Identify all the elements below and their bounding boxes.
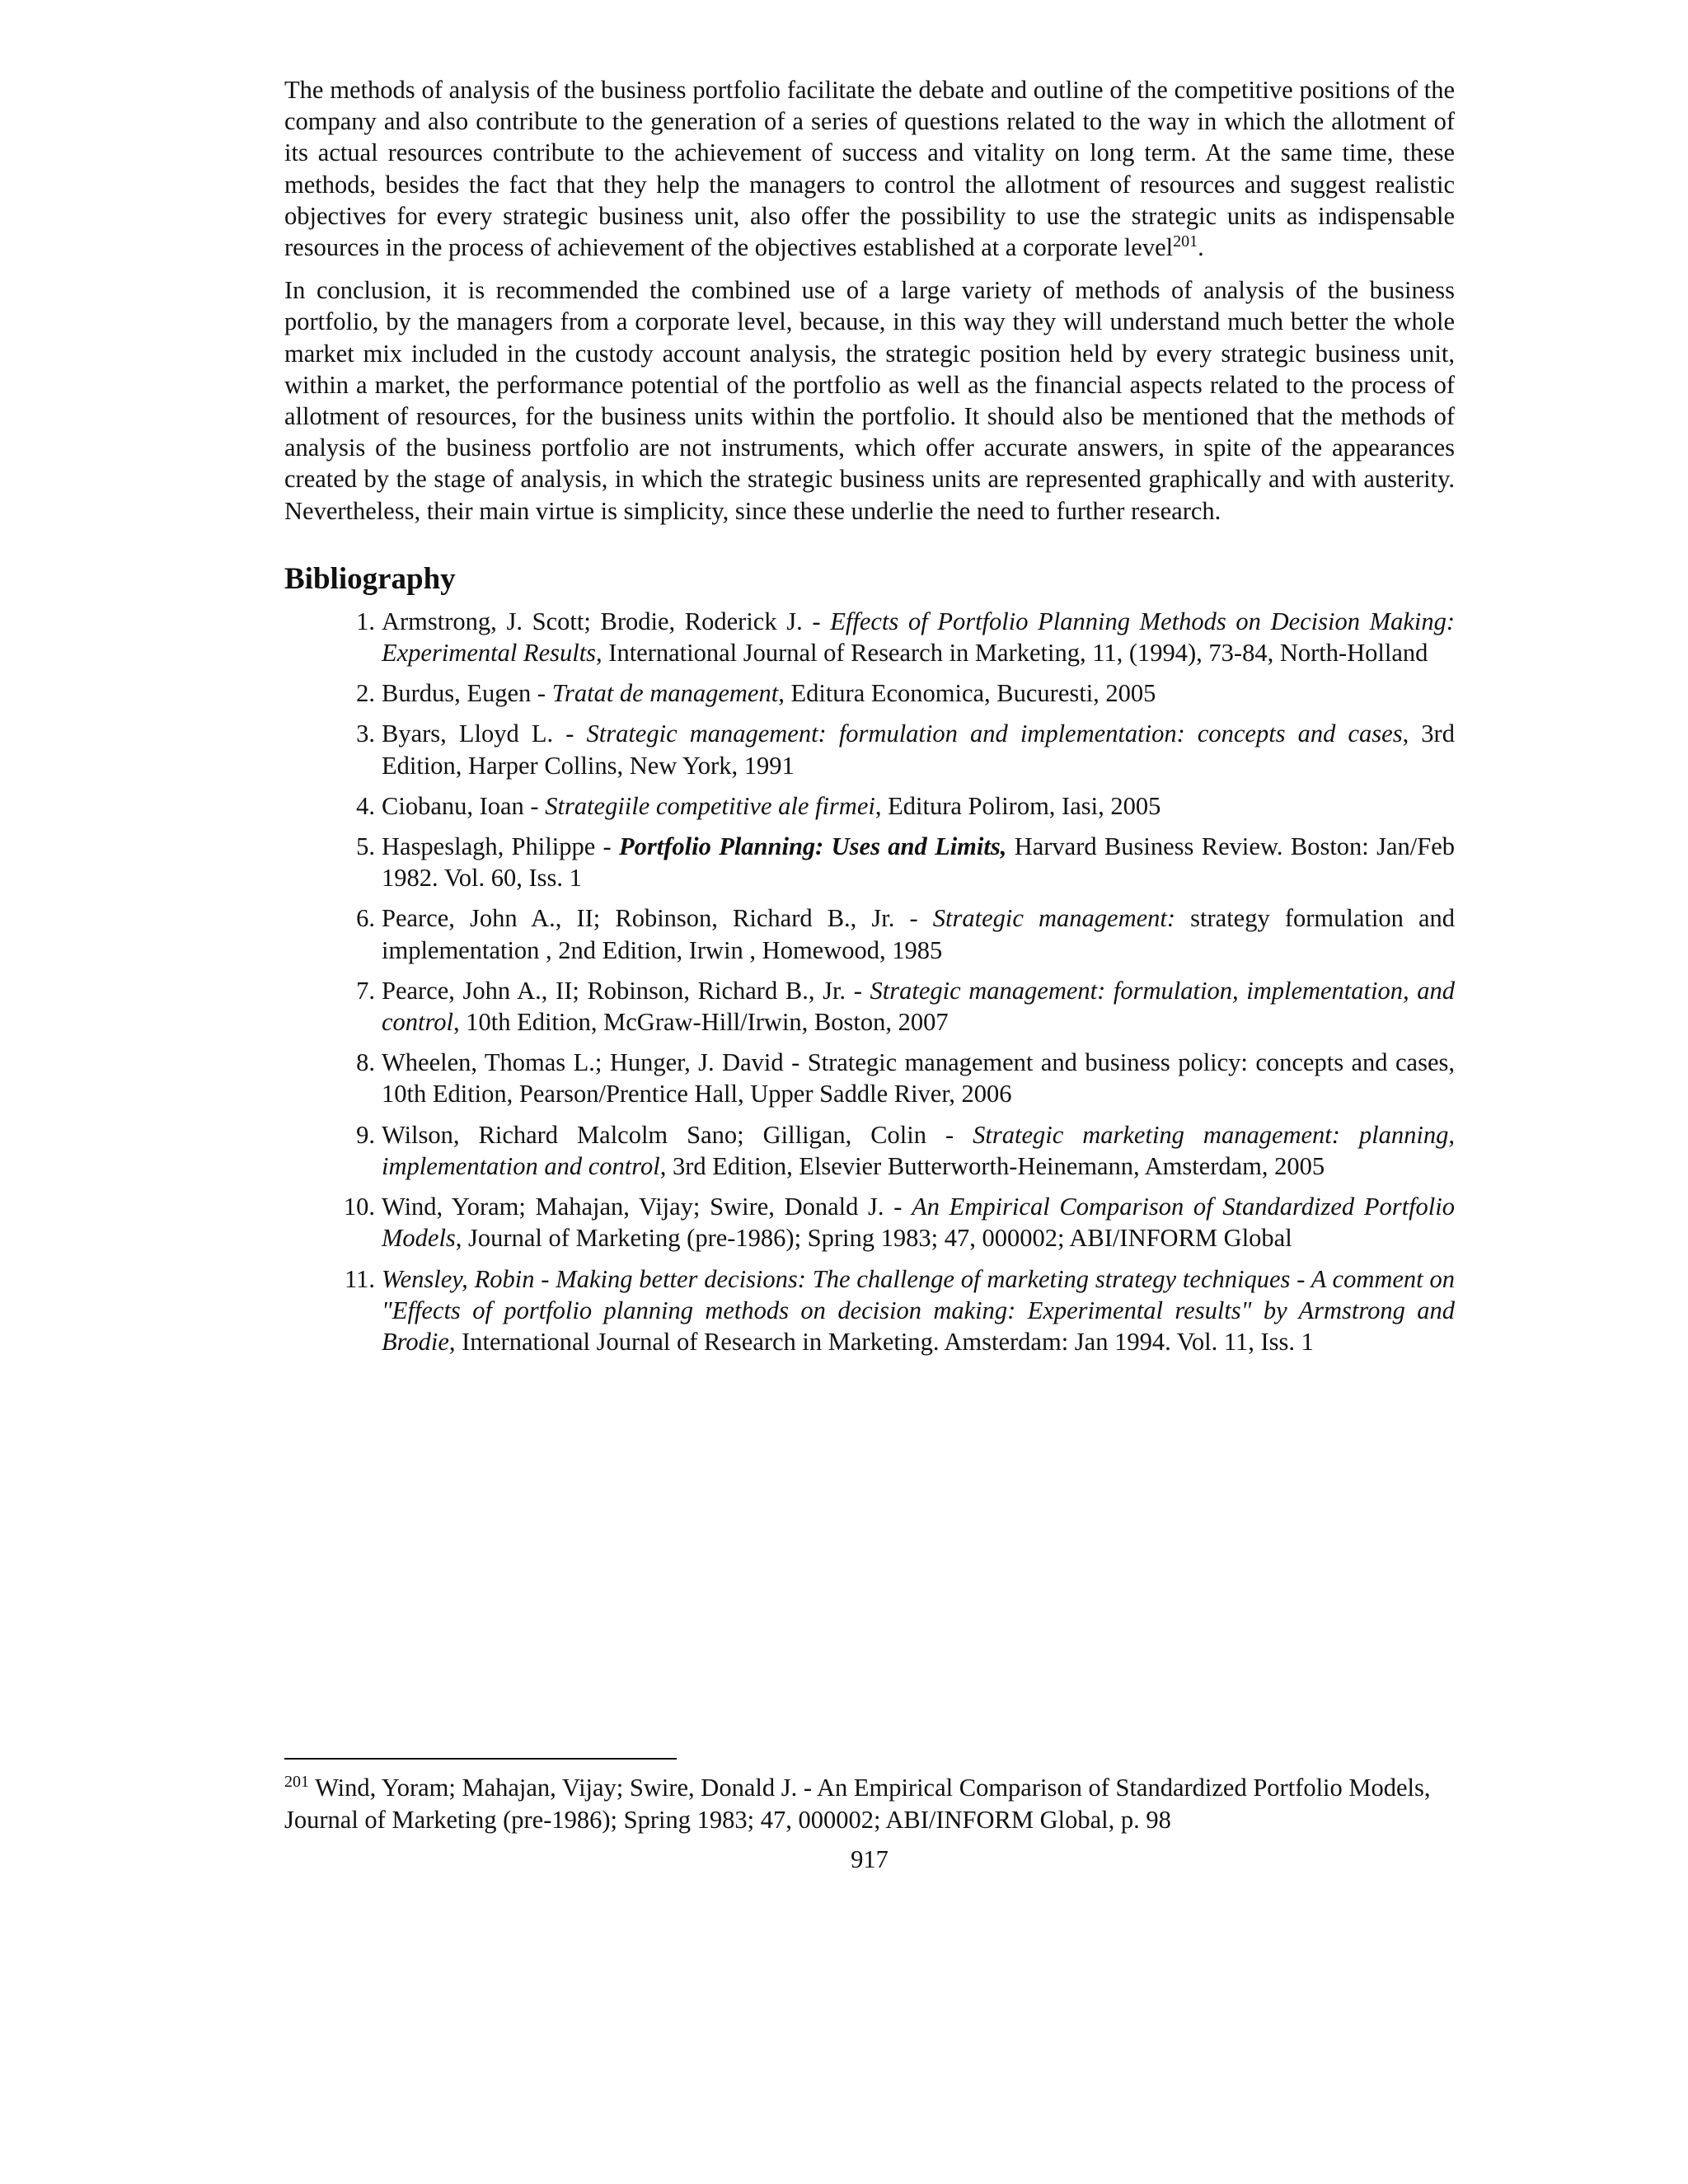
bibliography-list xyxy=(284,606,1455,1357)
bibliography-item xyxy=(284,1047,1455,1109)
item-authors: Burdus, Eugen - xyxy=(382,679,552,708)
item-authors: Pearce, John A., II; Robinson, Richard B., Jr. - xyxy=(382,976,870,1005)
item-authors: Pearce, John A., II; Robinson, Richard B., Jr. - xyxy=(382,904,933,933)
footnote-number: 201 xyxy=(284,1772,309,1791)
item-details: strategy formulation and implementation , 2nd Edition, Irwin , Homewood, 1985 xyxy=(382,904,1455,964)
item-authors: Wind, Yoram; Mahajan, Vijay; Swire, Donald J. - xyxy=(382,1193,912,1221)
item-number: 6. xyxy=(356,904,375,933)
item-details: , 3rd Edition, Harper Collins, New York, 1991 xyxy=(382,719,1455,780)
item-number: 7. xyxy=(356,976,375,1005)
item-title: Strategic marketing management: planning, implementation and control xyxy=(382,1120,1455,1180)
item-title: Strategic management: formulation, implementation, and control xyxy=(382,976,1455,1037)
bibliography-item xyxy=(284,790,1455,822)
paragraph-1-text: The methods of analysis of the business portfolio facilitate the debate and outline of the competitive positions of the company and also contribute to the generation of a series of questions related to the way in which the allotment of its actual resources contribute to the achievement of success and vitality on long term. At the same time, these methods, besides the fact that they help the managers to control the allotment of resources and suggest realistic objectives for every strategic business unit, also offer the possibility to use the strategic units as indispensable resources in the process of achievement of the objectives established at a corporate level xyxy=(284,76,1455,262)
item-number: 1. xyxy=(356,607,375,635)
item-title: Portfolio Planning: Uses and Limits, xyxy=(619,832,1007,861)
item-authors: Wilson, Richard Malcolm Sano; Gilligan, Colin - xyxy=(382,1120,973,1149)
bibliography-item xyxy=(284,606,1455,668)
page-body xyxy=(284,74,1455,1366)
footnote-text: Wind, Yoram; Mahajan, Vijay; Swire, Donald J. - An Empirical Comparison of Standardized Portfolio Models, Journal of Marketing (pre-1986); Spring 1983; 47, 000002; ABI/INFORM Global, p. 98 xyxy=(284,1774,1431,1834)
bibliography-item xyxy=(284,677,1455,709)
item-details: , 3rd Edition, Elsevier Butterworth-Heinemann, Amsterdam, 2005 xyxy=(659,1151,1325,1180)
item-number: 8. xyxy=(356,1048,375,1077)
item-authors: Ciobanu, Ioan - xyxy=(382,791,546,820)
item-authors: Haspeslagh, Philippe - xyxy=(382,832,620,861)
bibliography-item xyxy=(284,1191,1455,1254)
bibliography-item xyxy=(284,975,1455,1038)
item-number: 4. xyxy=(356,791,375,820)
item-title: Wensley, Robin - Making better decisions: The challenge of marketing strategy techniques - A comment on "Effects of portfolio planning methods on decision making: Experimental results" by Armstrong and Brodie xyxy=(382,1264,1455,1356)
bibliography-item xyxy=(284,1119,1455,1182)
footnote-ref-201[interactable]: 201 xyxy=(1173,232,1198,251)
item-details: Harvard Business Review. Boston: Jan/Feb 1982. Vol. 60, Iss. 1 xyxy=(382,832,1455,893)
bibliography-item xyxy=(284,902,1455,965)
item-details: , Journal of Marketing (pre-1986); Spring 1983; 47, 000002; ABI/INFORM Global xyxy=(455,1224,1292,1253)
bibliography-item xyxy=(284,718,1455,780)
item-details: , International Journal of Research in Marketing, 11, (1994), 73-84, North-Holland xyxy=(596,639,1428,668)
footnote-separator xyxy=(284,1758,677,1760)
paragraph-1-end: . xyxy=(1198,233,1204,262)
bibliography-heading: Bibliography xyxy=(284,561,456,596)
page-number: 917 xyxy=(851,1845,889,1873)
bibliography-item xyxy=(284,831,1455,893)
item-authors: Byars, Lloyd L. - xyxy=(382,719,587,748)
item-title: Strategic management: xyxy=(932,904,1176,933)
item-number: 10. xyxy=(343,1193,375,1221)
bibliography-item xyxy=(284,1263,1455,1358)
item-details: , International Journal of Research in Marketing. Amsterdam: Jan 1994. Vol. 11, Iss. 1 xyxy=(448,1327,1314,1356)
item-number: 9. xyxy=(356,1120,375,1149)
item-title: Strategiile competitive ale firmei xyxy=(545,791,875,820)
item-details: , Editura Polirom, Iasi, 2005 xyxy=(874,791,1161,820)
body-paragraph-2: In conclusion, it is recommended the combined use of a large variety of methods of analysis of the business portfolio, by the managers from a corporate level, because, in this way they will understand much better the whole market mix included in the custody account analysis, the strategic position held by every strategic business unit, within a market, the performance potential of the portfolio as well as the financial aspects related to the process of allotment of resources, for the business units within the portfolio. It should also be mentioned that the methods of analysis of the business portfolio are not instruments, which offer accurate answers, in spite of the appearances created by the stage of analysis, in which the strategic business units are represented graphically and with austerity. Nevertheless, their main virtue is simplicity, since these underlie the need to further research. xyxy=(284,276,1455,525)
body-paragraph-1 xyxy=(284,74,1455,263)
item-title: Effects of Portfolio Planning Methods on Decision Making: Experimental Results xyxy=(382,607,1455,668)
item-authors: Armstrong, J. Scott; Brodie, Roderick J. - xyxy=(382,607,831,635)
item-title: Strategic management: formulation and implementation: concepts and cases xyxy=(586,719,1403,748)
item-details: , Editura Economica, Bucuresti, 2005 xyxy=(778,679,1156,708)
footnote xyxy=(284,1772,1455,1835)
item-number: 11. xyxy=(345,1264,375,1293)
item-title: An Empirical Comparison of Standardized Portfolio Models xyxy=(382,1193,1455,1253)
item-title: Tratat de management xyxy=(551,679,779,708)
item-text: Wheelen, Thomas L.; Hunger, J. David - Strategic management and business policy: concepts and cases, 10th Edition, Pearson/Prentice Hall, Upper Saddle River, 2006 xyxy=(382,1048,1455,1108)
item-number: 3. xyxy=(356,719,375,748)
item-number: 2. xyxy=(356,679,375,708)
item-details: , 10th Edition, McGraw-Hill/Irwin, Boston, 2007 xyxy=(452,1008,949,1037)
item-number: 5. xyxy=(356,832,375,861)
